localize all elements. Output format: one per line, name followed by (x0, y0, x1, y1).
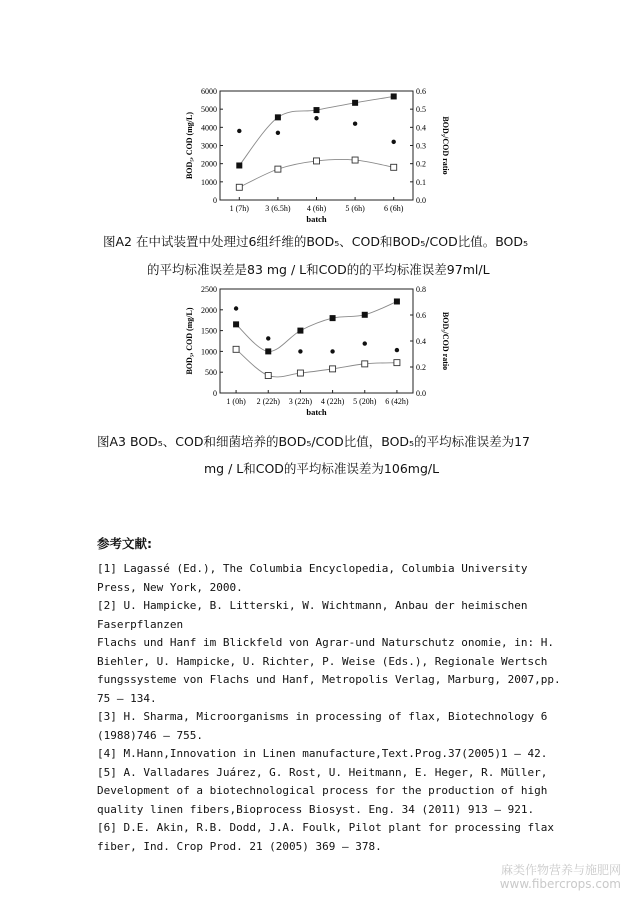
reference-item-3: [3] H. Sharma, Microorganisms in processing of flax, Biotechnology 6 (1988)746 – 755. (97, 710, 554, 742)
data-point-open-square (233, 346, 239, 352)
series-curve-0 (239, 96, 393, 165)
y2-tick-label: 0.0 (416, 389, 426, 398)
plot-frame (220, 289, 413, 393)
data-point-open-square (236, 184, 242, 190)
data-point-filled-square (275, 114, 281, 120)
x-axis-label: batch (306, 407, 327, 417)
y-tick-label: 2000 (201, 305, 217, 315)
y2-tick-label: 0.6 (416, 311, 426, 320)
data-point-dot (353, 122, 357, 126)
y2-tick-label: 0.8 (416, 285, 426, 294)
reference-item-2: [2] U. Hampicke, B. Litterski, W. Wichtmann, Anbau der heimischen Faserpflanzen Flachs und Hanf im Blickfeld von Agrar-und Naturschutz onomie, in: H. Biehler, U. Hampicke, U. Richter, P. Weise (Eds.), Regionale Wertsch fungssysteme von Flachs und Hanf, Metropolis Verlag, Marburg, 2007,pp. 75 – 134. (97, 599, 561, 705)
y2-tick-label: 0.4 (416, 337, 426, 346)
x-tick-label: 3 (6.5h) (265, 204, 291, 213)
reference-item-5: [5] A. Valladares Juárez, G. Rost, U. Heitmann, E. Heger, R. Müller, Development of a biotechnological process for the production of high quality linen fibers,Bioprocess Biosyst. Eng. 34 (2011) 913 – 921. (97, 765, 554, 816)
x-tick-label: 6 (6h) (384, 204, 404, 213)
caption-a2-line2: 的平均标准误差是83 mg / L和COD的的平均标准误差97ml/L (147, 262, 490, 277)
data-point-filled-square (352, 100, 358, 106)
data-point-filled-square (314, 107, 320, 113)
data-point-dot (363, 341, 367, 345)
y-tick-label: 3000 (201, 141, 217, 151)
data-point-open-square (330, 366, 336, 372)
data-point-open-square (362, 361, 368, 367)
data-point-dot (392, 140, 396, 144)
y-tick-label: 0 (213, 196, 217, 205)
watermark-line1: 麻类作物营养与施肥网 (500, 863, 621, 877)
y2-tick-label: 0.2 (416, 159, 426, 169)
y-tick-label: 0 (213, 389, 217, 398)
series-curve-1 (236, 349, 397, 377)
y-tick-label: 1000 (201, 177, 217, 187)
data-point-filled-square (394, 298, 400, 304)
y2-axis-label: BOD₅/COD ratio (441, 311, 450, 371)
y-tick-label: 6000 (201, 87, 217, 96)
y2-tick-label: 0.4 (416, 123, 426, 133)
chart-a2-svg (178, 84, 453, 234)
y-tick-label: 4000 (201, 123, 217, 133)
y-tick-label: 1000 (201, 347, 217, 357)
data-point-filled-square (362, 312, 368, 318)
x-tick-label: 4 (6h) (306, 204, 327, 213)
data-point-dot (330, 349, 334, 353)
data-point-open-square (265, 373, 271, 379)
y-axis-label: BOD₅, COD (mg/L) (185, 307, 194, 375)
x-tick-label: 5 (20h) (353, 397, 377, 406)
x-tick-label: 3 (22h) (288, 397, 313, 406)
y2-tick-label: 0.5 (416, 105, 426, 115)
y-tick-label: 1500 (201, 326, 217, 336)
x-tick-label: 6 (42h) (385, 397, 409, 406)
data-point-dot (276, 131, 280, 135)
y2-tick-label: 0.1 (416, 177, 426, 187)
y-tick-label: 5000 (201, 105, 217, 115)
data-point-dot (298, 349, 302, 353)
caption-a2-line1: 图A2 在中试装置中处理过6组纤维的BOD₅、COD和BOD₅/COD比值。BOD₅ (103, 234, 529, 249)
watermark-line2: www.fibercrops.com (499, 877, 621, 891)
data-point-filled-square (391, 93, 397, 99)
data-point-open-square (352, 157, 358, 163)
data-point-dot (314, 116, 318, 120)
data-point-dot (234, 306, 238, 310)
y2-tick-label: 0.2 (416, 363, 426, 372)
data-point-open-square (314, 158, 320, 164)
y-tick-label: 500 (205, 368, 217, 378)
watermark (500, 863, 621, 891)
data-point-open-square (391, 164, 397, 170)
y-axis-label: BOD₅, COD (mg/L) (185, 111, 194, 180)
data-point-dot (395, 348, 399, 352)
y2-tick-label: 0.0 (416, 196, 426, 205)
references-heading: 参考文献: (97, 536, 152, 551)
chart-a3 (178, 282, 453, 427)
series-curve-0 (236, 301, 397, 351)
caption-a3-line1: 图A3 BOD₅、COD和细菌培养的BOD₅/COD比值，BOD₅的平均标准误差为17 (97, 434, 530, 449)
y-tick-label: 2000 (201, 159, 217, 169)
reference-item-4: [4] M.Hann,Innovation in Linen manufacture,Text.Prog.37(2005)1 – 42. (97, 747, 548, 760)
x-tick-label: 1 (0h) (226, 397, 246, 406)
reference-item-1: [1] Lagassé (Ed.), The Columbia Encyclopedia, Columbia University Press, New York, 2000. (97, 562, 535, 594)
data-point-open-square (297, 370, 303, 376)
reference-item-6: [6] D.E. Akin, R.B. Dodd, J.A. Foulk, Pilot plant for processing flax fiber, Ind. Crop Prod. 21 (2005) 369 – 378. (97, 821, 561, 853)
data-point-filled-square (297, 328, 303, 334)
y2-tick-label: 0.3 (416, 141, 426, 151)
x-tick-label: 4 (22h) (320, 397, 345, 406)
data-point-filled-square (236, 162, 242, 168)
chart-a2 (178, 84, 453, 234)
y2-axis-label: BOD₅/COD ratio (441, 116, 450, 175)
data-point-dot (237, 129, 241, 133)
data-point-filled-square (330, 315, 336, 321)
data-point-filled-square (233, 321, 239, 327)
y-tick-label: 2500 (201, 285, 217, 294)
references-section (97, 534, 567, 856)
x-axis-label: batch (306, 214, 327, 224)
x-tick-label: 5 (6h) (345, 204, 365, 213)
x-tick-label: 2 (22h) (256, 397, 280, 406)
data-point-filled-square (265, 348, 271, 354)
data-point-dot (266, 336, 270, 340)
x-tick-label: 1 (7h) (229, 204, 249, 213)
caption-a3-line2: mg / L和COD的平均标准误差为106mg/L (204, 461, 440, 476)
data-point-open-square (275, 166, 281, 172)
y2-tick-label: 0.6 (416, 87, 426, 96)
chart-a3-svg (178, 282, 453, 427)
data-point-open-square (394, 360, 400, 366)
